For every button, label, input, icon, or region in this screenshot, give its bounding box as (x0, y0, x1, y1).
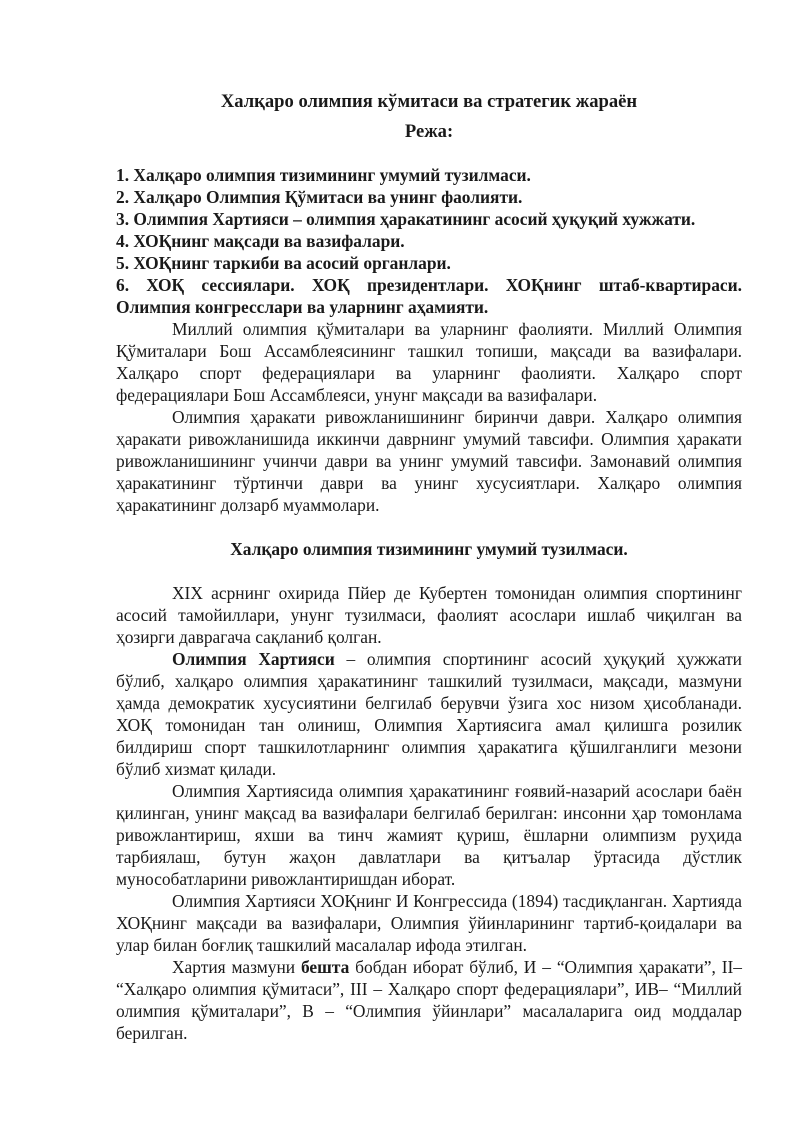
body-paragraph-3: Олимпия Хартиясида олимпия ҳаракатининг ғоявий-назарий асослари баён қилинган, унинг мақсад ва вазифалари белгилаб берилган: инсонни ҳар томонлама ривожлантириш, яхши ва тинч жамият қуриш, ёшларни олимпизм руҳида тарбиялаш, бутун жаҳон давлатлари ва қитъалар ўртасида дўстлик мунособатларини ривожлантиришдан иборат. (116, 781, 742, 889)
plan-item-6: 6. ХОҚ сессиялари. ХОҚ президентлари. ХОҚнинг штаб-квартираси. Олимпия конгресслари ва уларнинг аҳамияти. (116, 275, 742, 317)
intro-paragraph-1: Миллий олимпия қўмиталари ва уларнинг фаолияти. Миллий Олимпия Қўмиталари Бош Ассамблеясининг ташкил топиши, мақсади ва вазифалари. Халқаро спорт федерациялари ва уларнинг фаолияти. Халқаро спорт федерациялари Бош Ассамблеяси, унунг мақсади ва вазифалари. (116, 319, 742, 405)
plan-item-2: 2. Халқаро Олимпия Қўмитаси ва унинг фаолияти. (116, 187, 523, 207)
body-paragraph-4: Олимпия Хартияси ХОҚнинг И Конгрессида (1894) тасдиқланган. Хартияда ХОҚнинг мақсади ва вазифалари, Олимпия ўйинларининг тартиб-қоидалари ва улар билан боғлиқ ташкилий масалалар ифода этилган. (116, 891, 742, 955)
body-paragraph-2 (116, 648, 742, 780)
plan-item-5: 5. ХОҚнинг таркиби ва асосий органлари. (116, 253, 451, 273)
body-paragraph-2-text: – олимпия спортининг асосий ҳуқуқий ҳужжати бўлиб, халқаро олимпия ҳаракатининг ташкилий тузилмаси, мақсади, мазмуни ҳамда демократик хусусиятини белгилаб берувчи ўзига хос низом ҳисобланади. ХОҚ томонидан тан олиниш, Олимпия Хартиясига амал қилишга розилик билдириш спорт ташкилотларнинг олимпия ҳаракатига қўшилганлиги мезони бўлиб хизмат қилади. (116, 649, 742, 779)
plan-item-3: 3. Олимпия Хартияси – олимпия ҳаракатининг асосий ҳуқуқий хужжати. (116, 209, 696, 229)
body-paragraph-5-start: Хартия мазмуни (172, 957, 301, 977)
plan-list (116, 164, 742, 318)
section-heading: Халқаро олимпия тизимининг умумий тузилмаси. (230, 539, 628, 559)
body-paragraph-5-end: бобдан иборат бўлиб, И – “Олимпия ҳаракати”, II– “Халқаро олимпия қўмитаси”, III – Халқаро спорт федерациялари”, ИВ– “Миллий олимпия қўмиталари”, В – “Олимпия ўйинлари” масалаларига оид моддалар берилган. (116, 957, 743, 1043)
intro-paragraph-2: Олимпия ҳаракати ривожланишининг биринчи даври. Халқаро олимпия ҳаракати ривожланишида иккинчи даврнинг умумий тавсифи. Олимпия ҳаракати ривожланишининг учинчи даври ва унинг умумий тавсифи. Замонавий олимпия ҳаракатининг тўртинчи даври ва унинг хусусиятлари. Халқаро олимпия ҳаракатининг долзарб муаммолари. (116, 407, 742, 515)
plan-item-1: 1. Халқаро олимпия тизимининг умумий тузилмаси. (116, 165, 531, 185)
plan-title: Режа: (404, 121, 454, 142)
charter-term-bold: Олимпия Хартияси (172, 649, 335, 669)
body-paragraph-5 (116, 956, 742, 1044)
five-term-bold: бешта (300, 957, 350, 977)
plan-item-4: 4. ХОҚнинг мақсади ва вазифалари. (116, 231, 405, 251)
document-page (116, 86, 742, 1044)
document-title: Халқаро олимпия кўмитаси ва стратегик жараён (220, 91, 638, 112)
body-paragraph-1: XIX асрнинг охирида Пйер де Кубертен томонидан олимпия спортининг асосий тамойиллари, унунг тузилмаси, фаолият асослари ишлаб чиқилган ва ҳозирги даврагача сақланиб қолган. (116, 583, 742, 647)
